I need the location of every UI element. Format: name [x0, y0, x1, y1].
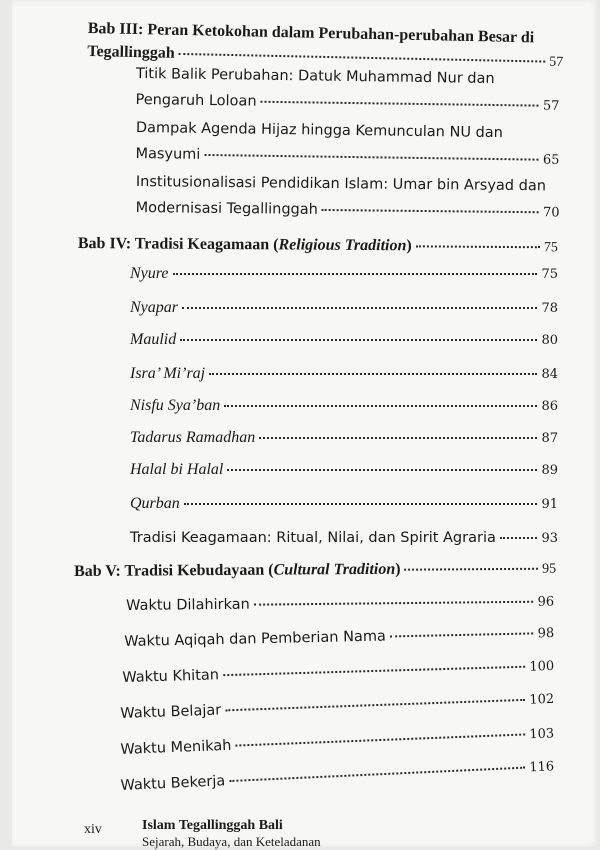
- toc-page-number: 84: [541, 366, 558, 382]
- toc-page-number: 100: [529, 658, 555, 675]
- toc-item: [120, 687, 554, 722]
- toc-page-number: 80: [541, 332, 558, 348]
- toc-item-title: Halal bi Halal: [130, 460, 224, 478]
- toc-chapter-4-title: Bab IV: Tradisi Keagamaan (Religious Tradition): [77, 234, 412, 254]
- toc-item: [130, 492, 558, 513]
- toc-item: [130, 426, 558, 447]
- toc-page-number: 93: [541, 530, 558, 546]
- toc-item: [130, 526, 558, 546]
- toc-page-number: 98: [537, 625, 555, 641]
- toc-item-title-line1: Titik Balik Perubahan: Datuk Muhammad Nur dan: [135, 66, 495, 88]
- toc-item: [130, 394, 558, 415]
- dot-leader: [224, 391, 537, 407]
- toc-item-title-line1: Institusionalisasi Pendidikan Islam: Umar bin Arsyad dan: [135, 174, 547, 195]
- toc-item: [120, 721, 554, 757]
- book-page: [12, 0, 600, 847]
- dot-leader: [235, 719, 526, 746]
- toc-item: [124, 621, 554, 650]
- toc-item-title: Tadarus Ramadhan: [130, 428, 256, 446]
- dot-leader: [404, 554, 538, 571]
- toc-chapter-3-title-line2: Tegallinggah: [87, 42, 175, 62]
- toc-item-title-line2: Modernisasi Tegallinggah: [135, 199, 318, 218]
- toc-chapter-4: [78, 232, 558, 256]
- toc-page-number: 95: [542, 561, 557, 577]
- toc-item-title: Tradisi Keagamaan: Ritual, Nilai, dan Spirit Agraria: [130, 529, 496, 546]
- page-folio: xiv: [84, 822, 102, 837]
- dot-leader: [228, 753, 525, 782]
- table-of-contents: [12, 0, 600, 847]
- toc-item: [122, 654, 554, 686]
- toc-item: [126, 590, 554, 614]
- toc-chapter-3: [87, 20, 564, 71]
- dot-leader: [180, 325, 537, 341]
- dot-leader: [184, 489, 538, 505]
- dot-leader: [500, 523, 538, 539]
- dot-leader: [390, 618, 534, 637]
- toc-item-title: Nisfu Sya’ban: [130, 396, 221, 414]
- toc-item-title-line1: Dampak Agenda Hijaz hingga Kemunculan NU dan: [135, 120, 503, 142]
- toc-item: [130, 296, 558, 317]
- toc-page-number: 103: [529, 725, 555, 742]
- toc-page-number: 75: [541, 266, 558, 282]
- toc-page-number: 102: [529, 691, 555, 708]
- toc-page-number: 87: [541, 430, 558, 446]
- toc-item-title: Waktu Khitan: [122, 666, 220, 686]
- toc-item: [130, 328, 558, 349]
- dot-leader: [223, 652, 526, 676]
- toc-item: [120, 754, 554, 793]
- toc-page-number: 116: [528, 758, 555, 776]
- toc-item-title: Nyapar: [130, 298, 178, 316]
- dot-leader: [173, 259, 538, 275]
- running-title: Islam Tegallinggah Bali: [142, 818, 283, 833]
- dot-leader: [225, 685, 526, 711]
- dot-leader: [416, 231, 540, 247]
- toc-item-title: Waktu Belajar: [120, 702, 222, 722]
- toc-page-number: 75: [543, 239, 558, 255]
- toc-page-number: 91: [541, 496, 558, 512]
- toc-item-title-line2: Pengaruh Loloan: [135, 91, 257, 110]
- toc-page-number: 96: [537, 594, 555, 610]
- toc-item-title: Isra’ Mi’raj: [130, 364, 206, 382]
- dot-leader: [204, 140, 539, 160]
- toc-page-number: 57: [549, 54, 564, 70]
- toc-item-title: Maulid: [130, 330, 177, 348]
- toc-chapter-3-title-line1: Bab III: Peran Ketokohan dalam Perubahan-perubahan Besar di: [87, 20, 535, 47]
- toc-item-title: Qurban: [130, 494, 180, 512]
- toc-item: [135, 66, 560, 114]
- dot-leader: [227, 455, 537, 471]
- running-subtitle: Sejarah, Budaya, dan Keteladanan: [142, 834, 321, 849]
- dot-leader: [259, 423, 537, 439]
- toc-item-title: Waktu Dilahirkan: [126, 596, 250, 614]
- toc-page-number: 65: [542, 152, 560, 168]
- toc-item-title-line2: Masyumi: [135, 145, 201, 163]
- toc-page-number: 70: [542, 204, 560, 221]
- toc-item: [135, 120, 560, 168]
- toc-page-number: 57: [542, 98, 560, 114]
- dot-leader: [261, 87, 540, 106]
- toc-item-title: Waktu Menikah: [120, 737, 232, 758]
- toc-item-title: Nyure: [130, 264, 169, 282]
- dot-leader: [322, 195, 539, 213]
- toc-item-title: Waktu Aqiqah dan Pemberian Nama: [124, 628, 387, 650]
- toc-page-number: 86: [541, 398, 558, 414]
- toc-chapter-5-title: Bab V: Tradisi Kebudayaan (Cultural Tradition): [74, 560, 401, 580]
- toc-page-number: 89: [541, 462, 558, 478]
- toc-page-number: 78: [541, 300, 558, 316]
- toc-item: [130, 362, 558, 383]
- dot-leader: [209, 359, 537, 375]
- toc-item-title: Waktu Bekerja: [120, 772, 226, 794]
- toc-item: [136, 174, 560, 220]
- toc-item: [130, 458, 558, 479]
- toc-chapter-5: [74, 557, 556, 581]
- toc-item: [130, 262, 558, 283]
- dot-leader: [254, 587, 534, 606]
- dot-leader: [182, 293, 537, 309]
